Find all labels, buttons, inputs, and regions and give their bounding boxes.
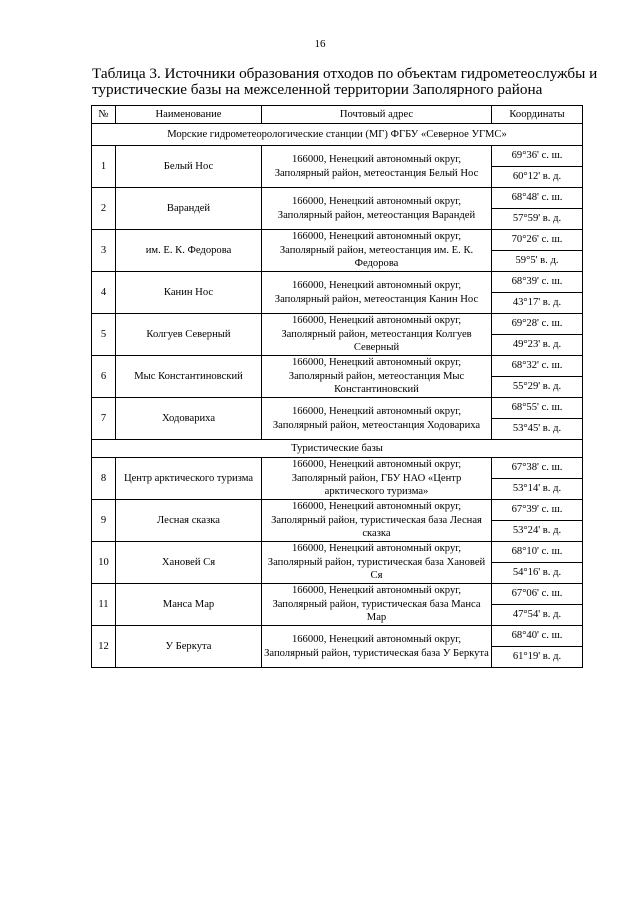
row-longitude: 61°19' в. д. <box>492 647 583 668</box>
row-latitude: 67°39' с. ш. <box>492 500 583 521</box>
row-longitude: 55°29' в. д. <box>492 377 583 398</box>
section-row <box>92 440 583 458</box>
header-coordinates: Координаты <box>492 106 583 124</box>
row-latitude: 68°55' с. ш. <box>492 398 583 419</box>
section-title: Морские гидрометеорологические станции (МГ) ФГБУ «Северное УГМС» <box>92 124 583 146</box>
row-latitude: 68°40' с. ш. <box>492 626 583 647</box>
row-latitude: 69°36' с. ш. <box>492 146 583 167</box>
sources-table <box>91 105 583 668</box>
row-longitude: 43°17' в. д. <box>492 293 583 314</box>
table-title: Таблица 3. Источники образования отходов по объектам гидрометеослужбы и туристические базы на межселенной территории Заполярного района <box>92 65 598 98</box>
row-number: 8 <box>92 458 116 500</box>
row-longitude: 47°54' в. д. <box>492 605 583 626</box>
row-longitude: 60°12' в. д. <box>492 167 583 188</box>
row-longitude: 59°5' в. д. <box>492 251 583 272</box>
table-row <box>92 584 583 605</box>
row-number: 7 <box>92 398 116 440</box>
row-latitude: 68°32' с. ш. <box>492 356 583 377</box>
table-row <box>92 356 583 377</box>
row-address: 166000, Ненецкий автономный округ, Заполярный район, метеостанция Ходовариха <box>262 398 492 440</box>
row-name: Ходовариха <box>116 398 262 440</box>
row-number: 3 <box>92 230 116 272</box>
table-row <box>92 500 583 521</box>
table-row <box>92 146 583 167</box>
row-address: 166000, Ненецкий автономный округ, Заполярный район, метеостанция Мыс Константиновский <box>262 356 492 398</box>
table-row <box>92 542 583 563</box>
table-row <box>92 626 583 647</box>
table-row <box>92 188 583 209</box>
header-row <box>92 106 583 124</box>
row-number: 5 <box>92 314 116 356</box>
header-number: № <box>92 106 116 124</box>
row-name: Белый Нос <box>116 146 262 188</box>
row-longitude: 49°23' в. д. <box>492 335 583 356</box>
section-title: Туристические базы <box>92 440 583 458</box>
row-latitude: 68°48' с. ш. <box>492 188 583 209</box>
row-address: 166000, Ненецкий автономный округ, Заполярный район, туристическая база Хановей Ся <box>262 542 492 584</box>
row-latitude: 68°10' с. ш. <box>492 542 583 563</box>
table-row <box>92 314 583 335</box>
row-number: 1 <box>92 146 116 188</box>
row-number: 9 <box>92 500 116 542</box>
row-number: 4 <box>92 272 116 314</box>
row-longitude: 57°59' в. д. <box>492 209 583 230</box>
row-address: 166000, Ненецкий автономный округ, Заполярный район, метеостанция Белый Нос <box>262 146 492 188</box>
row-number: 2 <box>92 188 116 230</box>
row-address: 166000, Ненецкий автономный округ, Заполярный район, туристическая база Манса Мар <box>262 584 492 626</box>
row-name: Центр арктического туризма <box>116 458 262 500</box>
header-address: Почтовый адрес <box>262 106 492 124</box>
row-latitude: 67°06' с. ш. <box>492 584 583 605</box>
row-latitude: 70°26' с. ш. <box>492 230 583 251</box>
row-address: 166000, Ненецкий автономный округ, Заполярный район, метеостанция Канин Нос <box>262 272 492 314</box>
row-longitude: 53°45' в. д. <box>492 419 583 440</box>
row-name: им. Е. К. Федорова <box>116 230 262 272</box>
row-number: 10 <box>92 542 116 584</box>
table-row <box>92 230 583 251</box>
row-latitude: 69°28' с. ш. <box>492 314 583 335</box>
row-address: 166000, Ненецкий автономный округ, Заполярный район, метеостанция им. Е. К. Федорова <box>262 230 492 272</box>
row-address: 166000, Ненецкий автономный округ, Заполярный район, туристическая база Лесная сказка <box>262 500 492 542</box>
table-row <box>92 458 583 479</box>
row-name: Канин Нос <box>116 272 262 314</box>
row-longitude: 53°14' в. д. <box>492 479 583 500</box>
table-row <box>92 398 583 419</box>
page-number: 16 <box>314 38 326 50</box>
row-name: Манса Мар <box>116 584 262 626</box>
header-name: Наименование <box>116 106 262 124</box>
row-name: Варандей <box>116 188 262 230</box>
row-address: 166000, Ненецкий автономный округ, Заполярный район, метеостанция Колгуев Северный <box>262 314 492 356</box>
row-latitude: 67°38' с. ш. <box>492 458 583 479</box>
row-number: 6 <box>92 356 116 398</box>
row-address: 166000, Ненецкий автономный округ, Заполярный район, ГБУ НАО «Центр арктического туризма» <box>262 458 492 500</box>
row-longitude: 53°24' в. д. <box>492 521 583 542</box>
row-longitude: 54°16' в. д. <box>492 563 583 584</box>
section-row <box>92 124 583 146</box>
row-number: 11 <box>92 584 116 626</box>
row-number: 12 <box>92 626 116 668</box>
row-name: Лесная сказка <box>116 500 262 542</box>
row-name: Мыс Константиновский <box>116 356 262 398</box>
row-address: 166000, Ненецкий автономный округ, Заполярный район, метеостанция Варандей <box>262 188 492 230</box>
table-body <box>92 124 583 668</box>
row-latitude: 68°39' с. ш. <box>492 272 583 293</box>
row-address: 166000, Ненецкий автономный округ, Заполярный район, туристическая база У Беркута <box>262 626 492 668</box>
table-row <box>92 272 583 293</box>
row-name: Колгуев Северный <box>116 314 262 356</box>
row-name: Хановей Ся <box>116 542 262 584</box>
row-name: У Беркута <box>116 626 262 668</box>
